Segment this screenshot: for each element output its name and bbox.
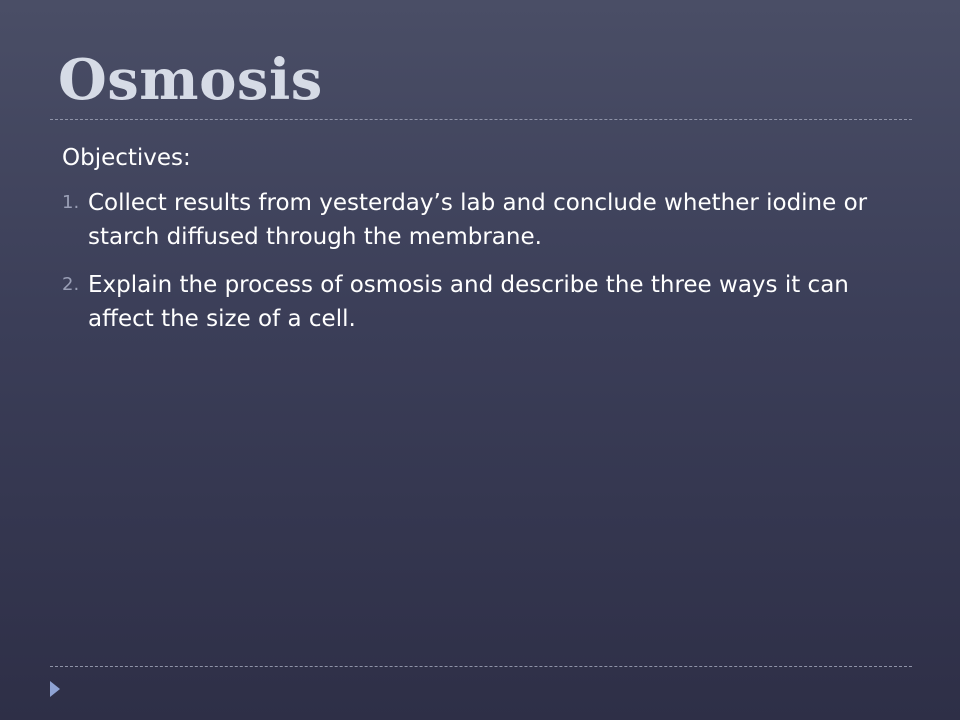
footer-divider — [50, 666, 912, 667]
list-item-number: 1. — [62, 192, 80, 213]
list-item — [62, 268, 892, 336]
list-item-text: Explain the process of osmosis and describe the three ways it can affect the size of a cell. — [88, 272, 849, 332]
list-item-text: Collect results from yesterday’s lab and conclude whether iodine or starch diffused through the membrane. — [88, 190, 868, 250]
objectives-heading: Objectives: — [62, 145, 191, 171]
triangle-right-icon — [48, 679, 62, 699]
title-divider — [50, 119, 912, 120]
list-item — [62, 186, 892, 254]
slide-title: Osmosis — [58, 47, 323, 113]
objectives-list — [62, 186, 892, 350]
list-item-number: 2. — [62, 274, 80, 295]
